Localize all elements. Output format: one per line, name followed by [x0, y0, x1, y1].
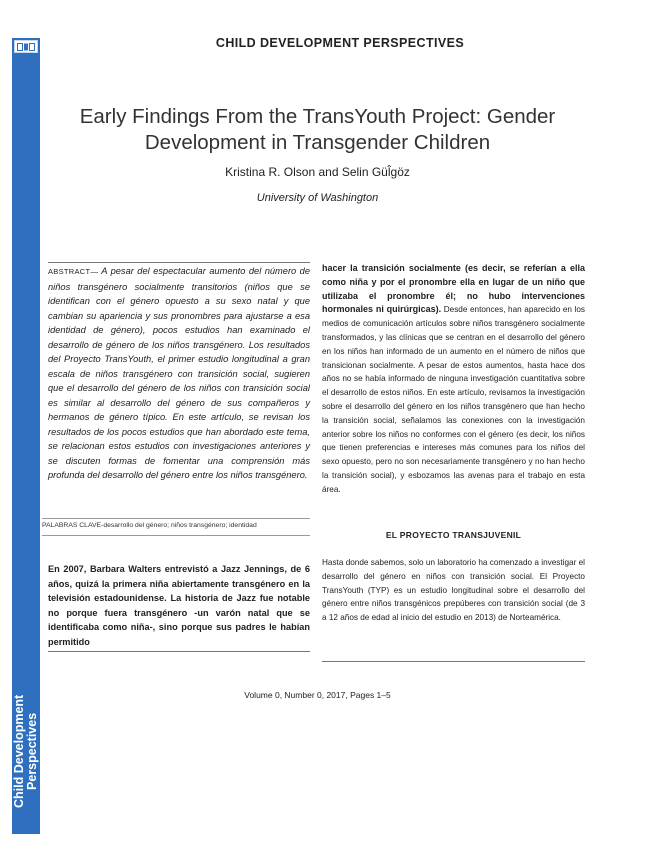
keywords: PALABRAS CLAVE-desarrollo del género; niños transgénero; identidad [42, 522, 257, 529]
left-bottom-rule [48, 651, 310, 652]
abstract-text: A pesar del espectacular aumento del número de niños transgénero socialmente transitorios (niños que se identifican con el género opuesto a su sexo natal y que cambian su apariencia y sus pronombres para ajustarse a esa identidad de género), pocos estudios han examinado el desarrollo de género de los niños transgénero. Los resultados del Proyecto TransYouth, el primer estudio longitudinal a gran escala de niños transgénero con transición social, sugieren que el desarrollo del género de los niños con transición social es similar al desarrollo del género de sus compañeros y hermanos de género típico. En este artículo, se revisan los resultados de los pocos estudios que han abordado este tema, se relacionan estos estudios con investigaciones anteriores y se discuten formas de fomentar una comprensión más profunda del desarrollo del género entre los niños transgénero. [48, 266, 310, 480]
right-column-text [322, 262, 585, 497]
section-body: Hasta donde sabemos, solo un laboratorio ha comenzado a investigar el desarrollo del género en niños con transición social. El Proyecto TransYouth (TYP) es un estudio longitudinal sobre el desarrollo del género entre niños transgénicos prepúberes con transición social (de 3 a 12 años de edad al inicio del estudio en 2013) de Norteamérica. [322, 558, 585, 623]
logo-glyph-icon [17, 43, 35, 51]
section-heading: EL PROYECTO TRANSJUVENIL [385, 530, 522, 540]
right-bottom-rule [322, 661, 585, 662]
abstract-label: ABSTRACT— [48, 267, 99, 276]
right-column-lead: hacer la transición socialmente (es decir, se referían a ella como niña y por el pronombre ella en lugar de un niño que utilizaba el pronombre él; no hubo intervenciones hormonales ni quirúrgicas). [322, 263, 585, 315]
page-footer: Volume 0, Number 0, 2017, Pages 1–5 [244, 690, 391, 700]
sidebar-title-line2: Perspectives [25, 712, 39, 790]
keywords-top-rule [42, 518, 310, 519]
abstract [48, 264, 310, 483]
journal-header: CHILD DEVELOPMENT PERSPECTIVES [215, 36, 465, 50]
abstract-top-rule [48, 262, 310, 263]
journal-logo-icon [14, 40, 38, 53]
keywords-bottom-rule [42, 535, 310, 536]
sidebar-title-line1: Child Development [12, 694, 26, 808]
sidebar-journal-title [13, 695, 39, 808]
article-title: Early Findings From the TransYouth Project: Gender Development in Transgender Children [79, 105, 556, 154]
article-authors: Kristina R. Olson and Selin Gül̂göz [225, 165, 410, 179]
right-column-body: Desde entonces, han aparecido en los medios de comunicación artículos sobre niños transgénero socialmente transformados, y las clínicas que se centran en el desarrollo del género en los niños han informado de un aumento en el número de niños que transicionan socialmente. A pesar de estos aumentos, hasta hace dos años no se había informado de ninguna investigación cuantitativa sobre el desarrollo de estos niños. En este artículo, revisamos la investigación sobre el desarrollo del género en los niños transgénero que han hecho la transición social, señalamos las conexiones con la investigación anterior sobre los niños no conformes con el género (es decir, los niños que tienen preferencias e intereses más comunes para los niños del sexo opuesto, pero no son necesariamente transgénero y no han hecho la transición social), y esbozamos las avenas para el trabajo en esta área. [322, 305, 585, 494]
intro-paragraph: En 2007, Barbara Walters entrevistó a Jazz Jennings, de 6 años, quizá la primera niña abiertamente transgénero en la televisión estadounidense. La historia de Jazz fue notable no porque fuera transgénero -un varón natal que se identificaba como niña-, sino porque sus padres le habían permitido [48, 564, 310, 647]
article-affiliation: University of Washington [256, 192, 379, 204]
